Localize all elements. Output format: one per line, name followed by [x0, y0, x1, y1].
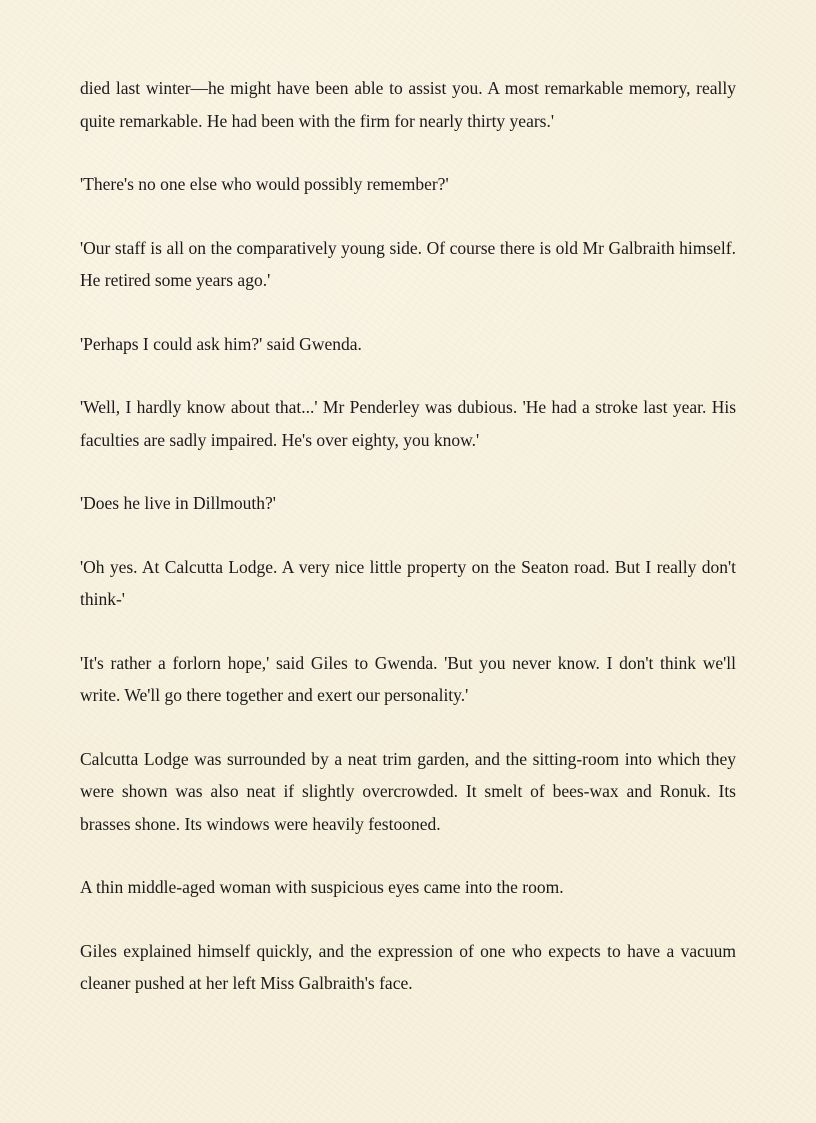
paragraph: 'Our staff is all on the comparatively young side. Of course there is old Mr Galbraith himself. He retired some years ago.': [80, 237, 736, 290]
paragraph: 'There's no one else who would possibly remember?': [80, 174, 449, 194]
paragraph: Giles explained himself quickly, and the expression of one who expects to have a vacuum cleaner pushed at her left Miss Galbraith's face.: [80, 940, 736, 993]
paragraph: died last winter—he might have been able to assist you. A most remarkable memory, really quite remarkable. He had been with the firm for nearly thirty years.': [80, 78, 736, 131]
paragraph: 'Perhaps I could ask him?' said Gwenda.: [80, 333, 362, 354]
paragraph: 'It's rather a forlorn hope,' said Giles to Gwenda. 'But you never know. I don't think we'll write. We'll go there together and exert our personality.': [80, 652, 736, 705]
paragraph: 'Does he live in Dillmouth?': [80, 493, 276, 513]
paragraph: A thin middle-aged woman with suspicious eyes came into the room.: [80, 877, 564, 897]
paragraph: 'Well, I hardly know about that...' Mr Penderley was dubious. 'He had a stroke last year. His faculties are sadly impaired. He's over eighty, you know.': [80, 397, 736, 450]
paragraph: 'Oh yes. At Calcutta Lodge. A very nice little property on the Seaton road. But I really don't think-': [80, 556, 736, 609]
paragraph: Calcutta Lodge was surrounded by a neat trim garden, and the sitting-room into which they were shown was also neat if slightly overcrowded. It smelt of bees-wax and Ronuk. Its brasses shone. Its windows were heavily festooned.: [80, 748, 736, 834]
